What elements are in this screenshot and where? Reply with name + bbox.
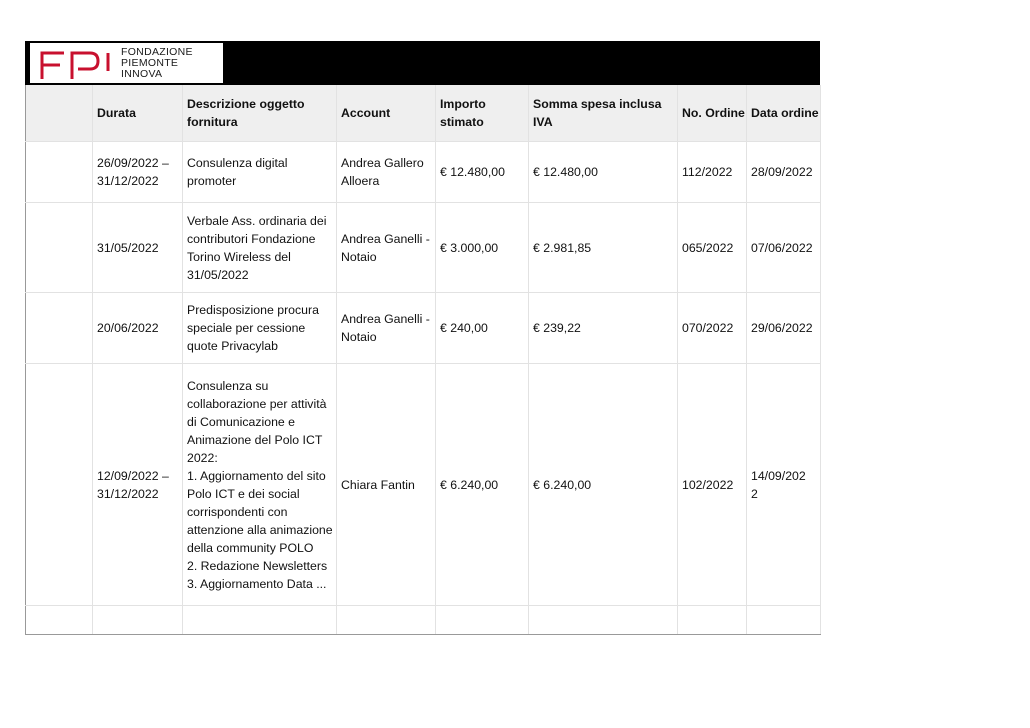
table-cell (26, 203, 93, 293)
logo (30, 43, 223, 83)
table-cell (93, 606, 183, 635)
table-cell-data: 14/09/202 2 (747, 364, 821, 606)
table-cell-descrizione: Verbale Ass. ordinaria dei contributori Fondazione Torino Wireless del 31/05/2022 (183, 203, 337, 293)
table-cell-importo: € 240,00 (436, 293, 529, 364)
table-header-row (26, 85, 821, 142)
table-row (26, 293, 821, 364)
logo-line-2: PIEMONTE (121, 57, 179, 69)
table-cell-durata: 20/06/2022 (93, 293, 183, 364)
table-cell-account: Andrea Ganelli - Notaio (337, 293, 436, 364)
fpi-logo-icon (38, 47, 116, 79)
logo-line-1: FONDAZIONE (121, 46, 193, 58)
table-cell-somma: € 239,22 (529, 293, 678, 364)
table-row (26, 364, 821, 606)
col-header-durata: Durata (93, 85, 183, 142)
table-cell-descrizione: Consulenza digital promoter (183, 142, 337, 203)
table-cell (337, 606, 436, 635)
table-cell (26, 142, 93, 203)
table-cell (678, 606, 747, 635)
table-cell-descrizione: Consulenza su collaborazione per attività di Comunicazione e Animazione del Polo ICT 2022: 1. Aggiornamento del sito Polo ICT e dei social corrispondenti con attenzione alla animazione della community POLO 2. Redazione Newsletters 3. Aggiornamento Data ... (183, 364, 337, 606)
table-cell-ordine: 112/2022 (678, 142, 747, 203)
logo-wordmark (121, 47, 193, 80)
table-cell-ordine: 102/2022 (678, 364, 747, 606)
table-row (26, 606, 821, 635)
table-cell (183, 606, 337, 635)
table-row (26, 142, 821, 203)
col-header-data: Data ordine (747, 85, 821, 142)
table-cell (26, 293, 93, 364)
table-cell-durata: 31/05/2022 (93, 203, 183, 293)
col-header-somma: Somma spesa inclusa IVA (529, 85, 678, 142)
table-cell-account: Chiara Fantin (337, 364, 436, 606)
col-header-account: Account (337, 85, 436, 142)
table-cell-ordine: 065/2022 (678, 203, 747, 293)
col-header-descrizione: Descrizione oggetto fornitura (183, 85, 337, 142)
table-cell (26, 364, 93, 606)
logo-line-3: INNOVA (121, 68, 163, 80)
col-header-importo: Importo stimato (436, 85, 529, 142)
table-row (26, 203, 821, 293)
table-cell-account: Andrea Ganelli - Notaio (337, 203, 436, 293)
table-cell (436, 606, 529, 635)
table-cell-importo: € 12.480,00 (436, 142, 529, 203)
table-cell-somma: € 2.981,85 (529, 203, 678, 293)
table-cell-somma: € 12.480,00 (529, 142, 678, 203)
table-cell-importo: € 6.240,00 (436, 364, 529, 606)
table-cell-descrizione: Predisposizione procura speciale per cessione quote Privacylab (183, 293, 337, 364)
table-cell (529, 606, 678, 635)
orders-table (25, 85, 821, 635)
table-cell (747, 606, 821, 635)
table-cell (26, 606, 93, 635)
table-cell-durata: 26/09/2022 – 31/12/2022 (93, 142, 183, 203)
table-cell-durata: 12/09/2022 – 31/12/2022 (93, 364, 183, 606)
table-cell-importo: € 3.000,00 (436, 203, 529, 293)
table-cell-ordine: 070/2022 (678, 293, 747, 364)
table-cell-data: 29/06/2022 (747, 293, 821, 364)
header-banner (25, 41, 820, 85)
document-sheet (25, 41, 820, 635)
table-cell-data: 07/06/2022 (747, 203, 821, 293)
table-cell-somma: € 6.240,00 (529, 364, 678, 606)
table-cell-account: Andrea Gallero Alloera (337, 142, 436, 203)
col-header-ordine: No. Ordine (678, 85, 747, 142)
table-cell-data: 28/09/2022 (747, 142, 821, 203)
col-header-empty (26, 85, 93, 142)
